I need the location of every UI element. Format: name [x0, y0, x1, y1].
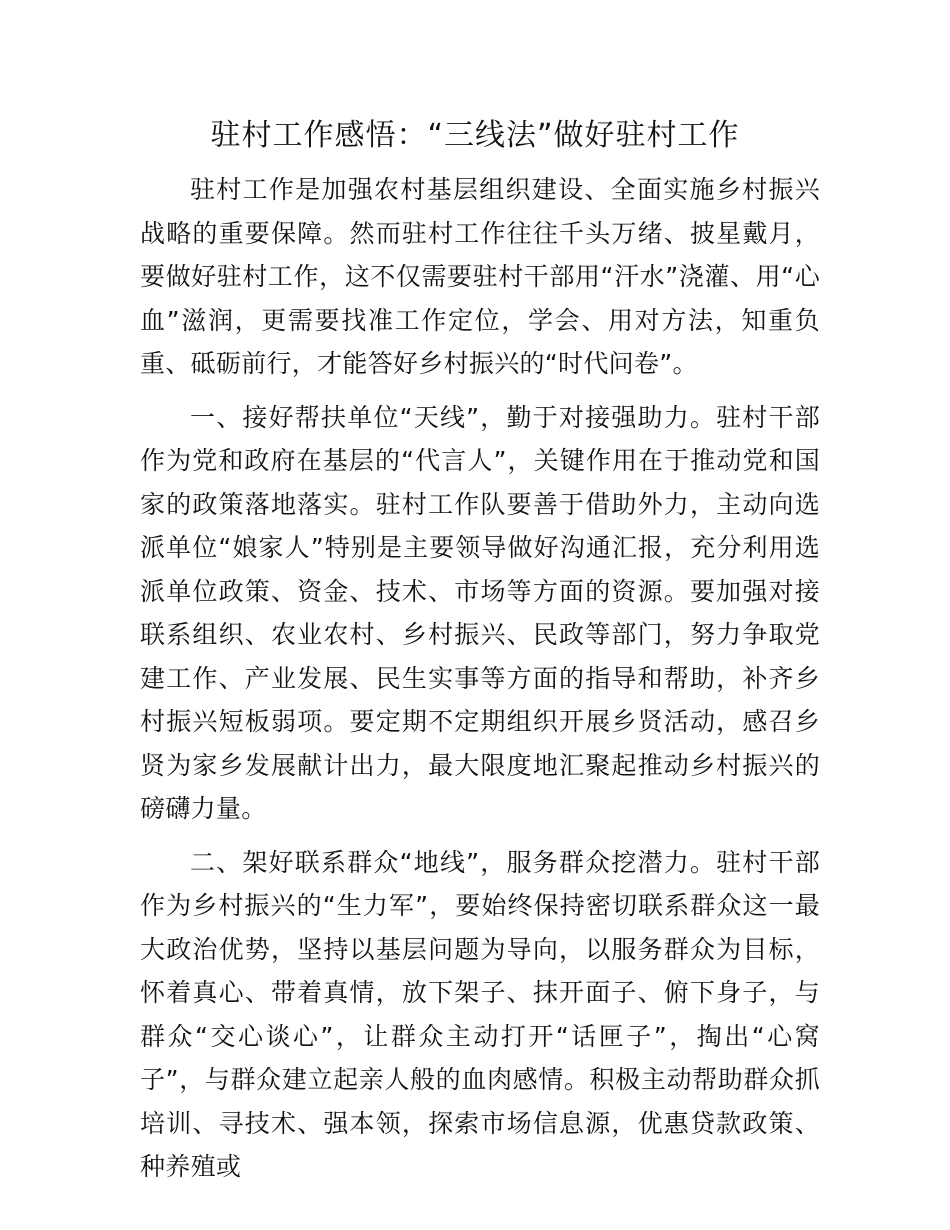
paragraph-intro: 驻村工作是加强农村基层组织建设、全面实施乡村振兴战略的重要保障。然而驻村工作往往千头万绪、披星戴月，要做好驻村工作，这不仅需要驻村干部用“汗水”浇灌、用“心血”滋润，更需要找准工作定位，学会、用对方法，知重负重、砥砺前行，才能答好乡村振兴的“时代问卷”。: [140, 175, 820, 378]
document-title: 驻村工作感悟：“三线法”做好驻村工作: [210, 118, 740, 153]
document-body: [140, 168, 820, 1199]
paragraph-section-1: 一、接好帮扶单位“天线”，勤于对接强助力。驻村干部作为党和政府在基层的“代言人”，关键作用在于推动党和国家的政策落地落实。驻村工作队要善于借助外力，主动向选派单位“娘家人”特别是主要领导做好沟通汇报，充分利用选派单位政策、资金、技术、市场等方面的资源。要加强对接联系组织、农业农村、乡村振兴、民政等部门，努力争取党建工作、产业发展、民生实事等方面的指导和帮助，补齐乡村振兴短板弱项。要定期不定期组织开展乡贤活动，感召乡贤为家乡发展献计出力，最大限度地汇聚起推动乡村振兴的磅礴力量。: [140, 402, 820, 823]
paragraph-section-2: 二、架好联系群众“地线”，服务群众挖潜力。驻村干部作为乡村振兴的“生力军”，要始终保持密切联系群众这一最大政治优势，坚持以基层问题为导向，以服务群众为目标，怀着真心、带着真情，放下架子、抹开面子、俯下身子，与群众“交心谈心”，让群众主动打开“话匣子”，掏出“心窝子”，与群众建立起亲人般的血肉感情。积极主动帮助群众抓培训、寻技术、强本领，探索市场信息源，优惠贷款政策、种养殖或: [140, 847, 820, 1181]
